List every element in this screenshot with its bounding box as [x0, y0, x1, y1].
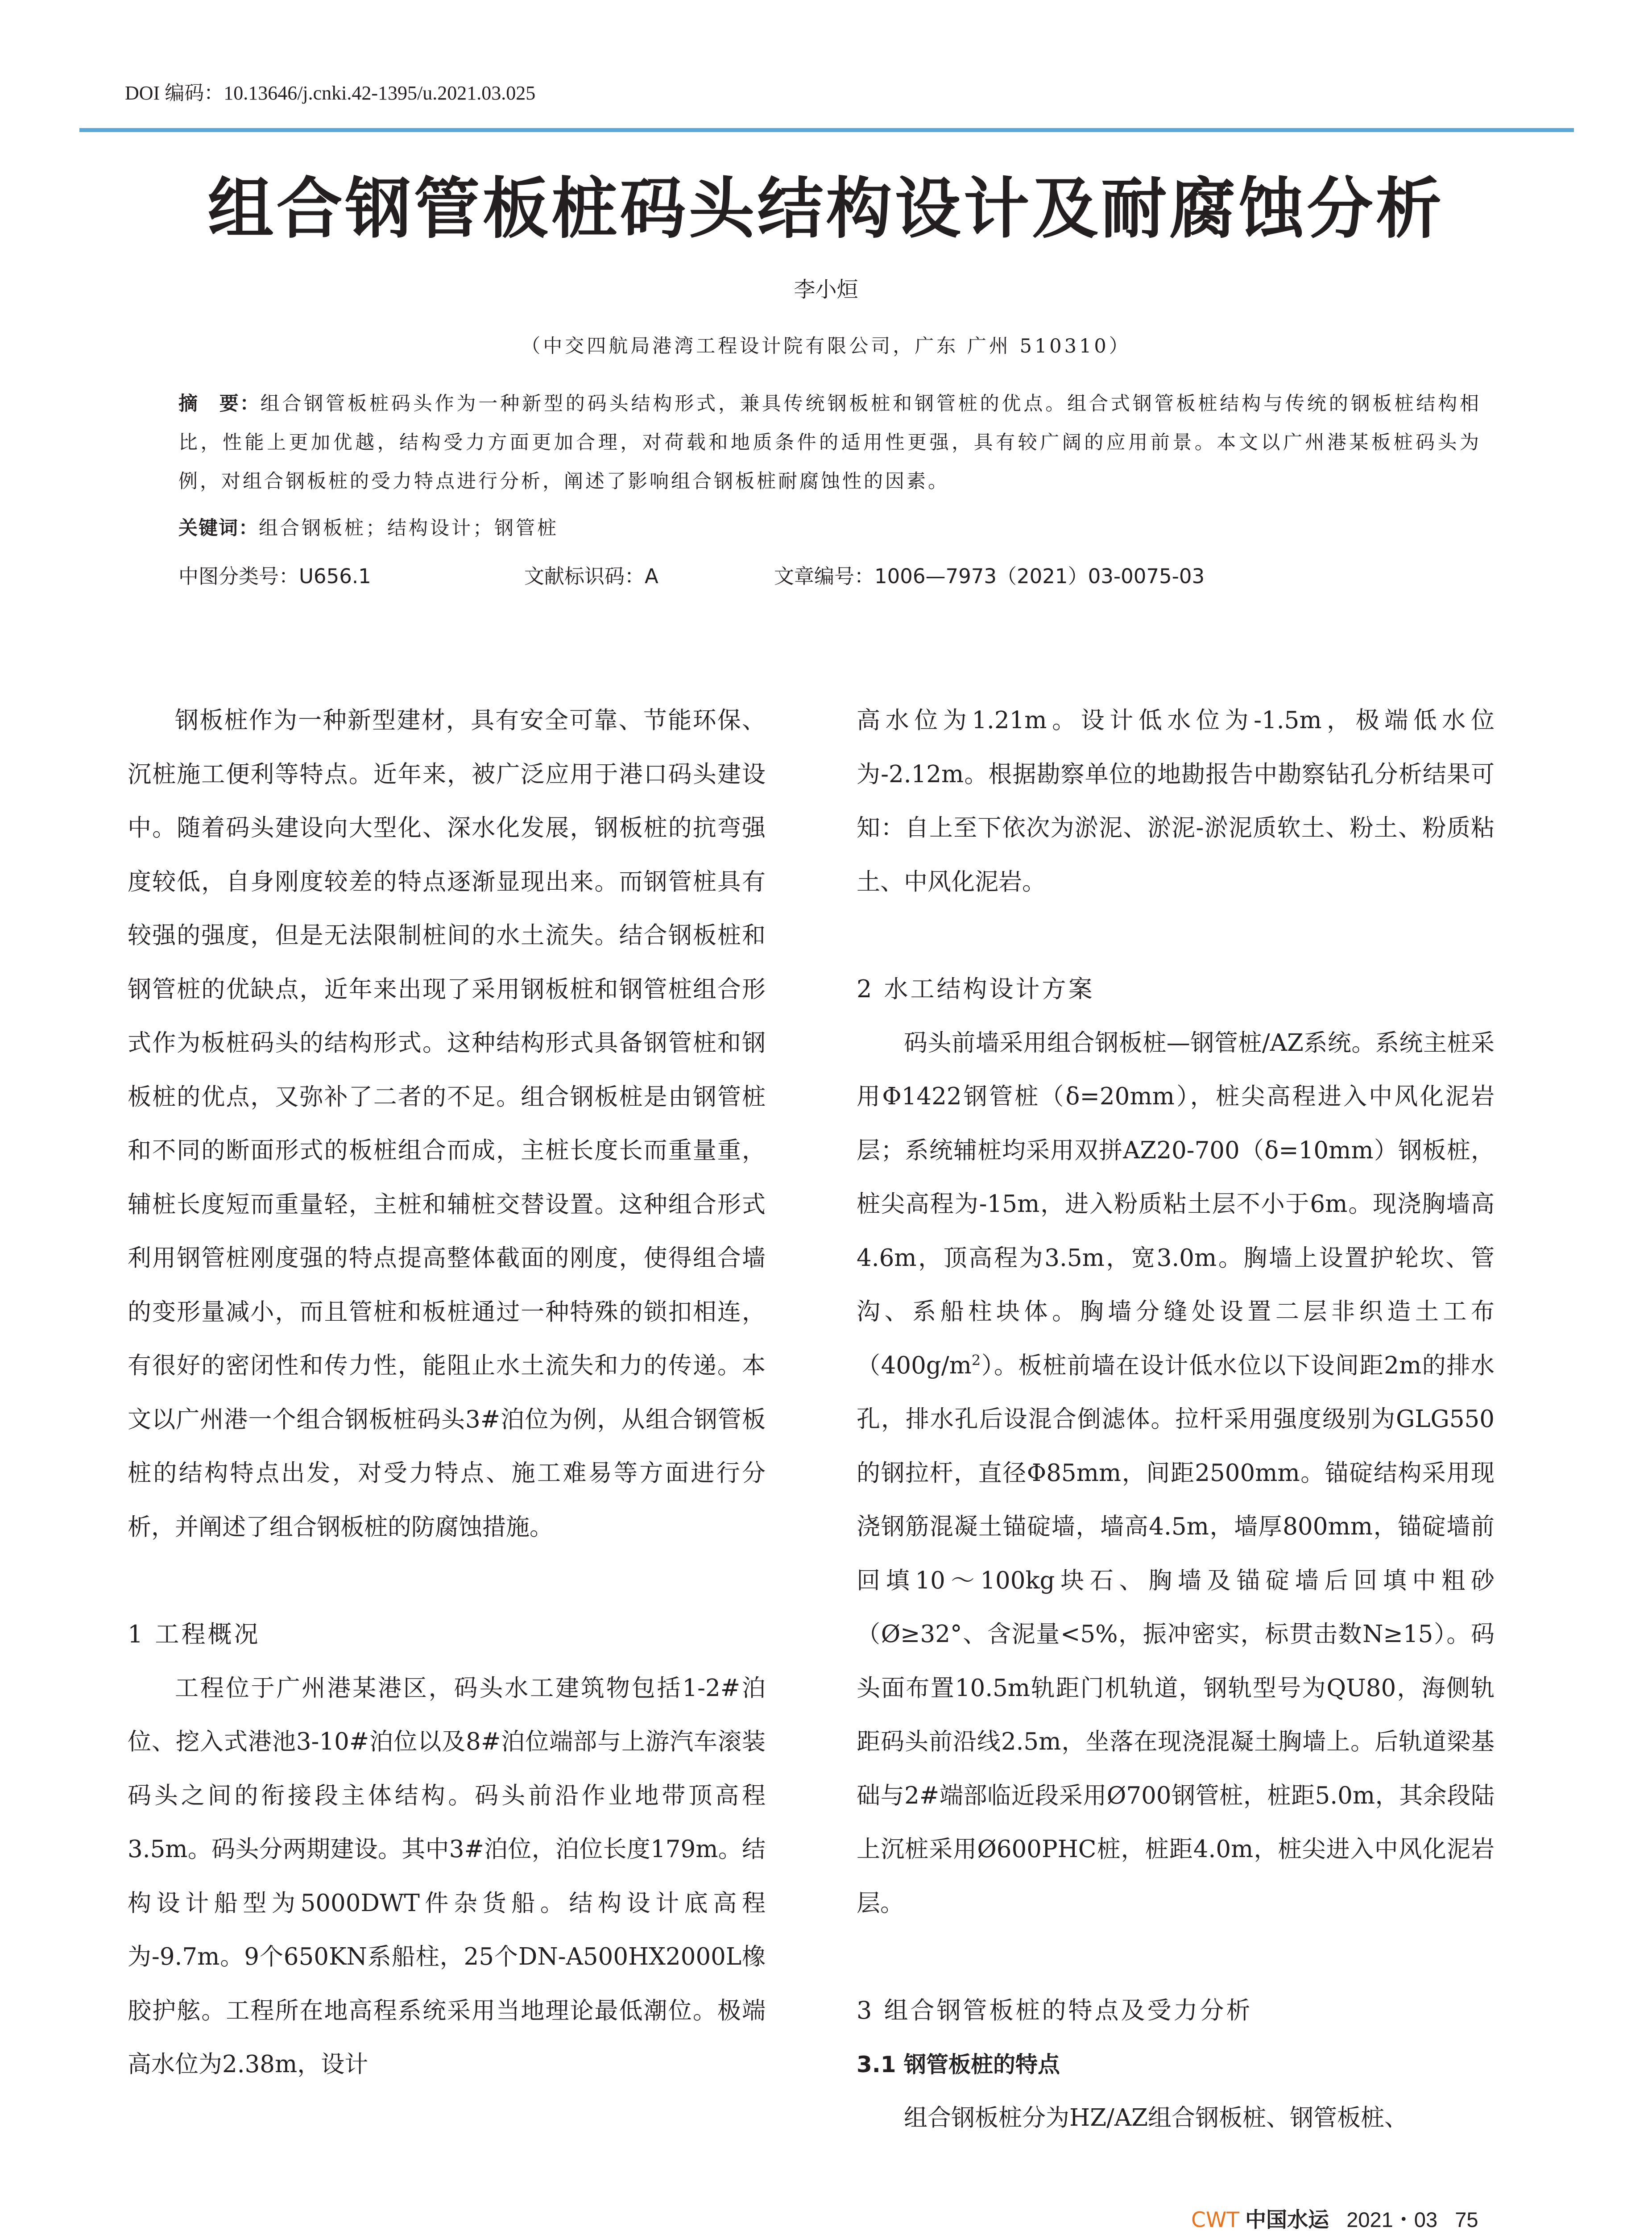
- keywords-text: 组合钢板桩；结构设计；钢管桩: [259, 517, 559, 539]
- author-name: 李小烜: [794, 277, 858, 302]
- section-2-text-a: 码头前墙采用组合钢板桩—钢管桩/AZ系统。系统主桩采用Φ1422钢管桩（δ=20mm），桩尖高程进入中风化泥岩层；系统辅桩均采用双拼AZ20-700（δ=10mm）钢板桩，桩尖高程为-15m，进入粉质粘土层不小于6m。现浇胸墙高4.6m，顶高程为3.5m，宽3.0m。胸墙上设置护轮坎、管沟、系船柱块体。胸墙分缝处设置二层非织造土工布（400g/m: [857, 1029, 1495, 1379]
- section-2-text-b: ）。板桩前墙在设计低水位以下设间距2m的排水孔，排水孔后设混合倒滤体。拉杆采用强度级别为GLG550的钢拉杆，直径Φ85mm，间距2500mm。锚碇结构采用现浇钢筋混凝土锚碇墙，墙高4.5m，墙厚800mm，锚碇墙前回填10～100kg块石、胸墙及锚碇墙后回填中粗砂（Ø≥32°、含泥量<5%，振冲密实，标贯击数N≥15）。码头面布置10.5m轨距门机轨道，钢轨型号为QU80，海侧轨距码头前沿线2.5m，坐落在现浇混凝土胸墙上。后轨道梁基础与2#端部临近段采用Ø700钢管桩，桩距5.0m，其余段陆上沉桩采用Ø600PHC桩，桩距4.0m，桩尖进入中风化泥岩层。: [857, 1352, 1495, 1917]
- section-1-tail: 高水位为1.21m。设计低水位为-1.5m，极端低水位为-2.12m。根据勘察单位的地勘报告中勘察钻孔分析结果可知：自上至下依次为淤泥、淤泥-淤泥质软土、粉土、粉质粘土、中风化泥岩。: [857, 707, 1495, 896]
- keywords: [178, 513, 559, 540]
- article-number: 文章编号：1006—7973（2021）03-0075-03: [774, 564, 1205, 588]
- keywords-label: 关键词：: [178, 517, 259, 539]
- section-3-1-paragraph: 组合钢板桩分为HZ/AZ组合钢板桩、钢管板桩、: [904, 2104, 1408, 2131]
- abstract-label: 摘 要：: [178, 393, 261, 415]
- journal-logo: CWT: [1191, 2208, 1239, 2231]
- intro-paragraph: 钢板桩作为一种新型建材，具有安全可靠、节能环保、沉桩施工便利等特点。近年来，被广泛应用于港口码头建设中。随着码头建设向大型化、深水化发展，钢板桩的抗弯强度较低，自身刚度较差的特点逐渐显现出来。而钢管桩具有较强的强度，但是无法限制桩间的水土流失。结合钢板桩和钢管桩的优缺点，近年来出现了采用钢板桩和钢管桩组合形式作为板桩码头的结构形式。这种结构形式具备钢管桩和钢板桩的优点，又弥补了二者的不足。组合钢板桩是由钢管桩和不同的断面形式的板桩组合而成，主桩长度长而重量重，辅桩长度短而重量轻，主桩和辅桩交替设置。这种组合形式利用钢管桩刚度强的特点提高整体截面的刚度，使得组合墙的变形量减小，而且管桩和板桩通过一种特殊的锁扣相连，有很好的密闭性和传力性，能阻止水土流失和力的传递。本文以广州港一个组合钢板桩码头3#泊位为例，从组合钢管板桩的结构特点出发，对受力特点、施工难易等方面进行分析，并阐述了组合钢板桩的防腐蚀措施。: [128, 707, 766, 1541]
- unit-superscript: 2: [971, 1351, 981, 1368]
- abstract: [178, 385, 1481, 501]
- section-2-paragraph: [857, 1016, 1495, 1931]
- author-affiliation: （中交四航局港湾工程设计院有限公司，广东 广州 510310）: [521, 335, 1131, 357]
- issue-number: 2021・03: [1346, 2208, 1438, 2231]
- section-3-heading: 3 组合钢管板桩的特点及受力分析: [857, 1996, 1253, 2024]
- section-1-paragraph: 工程位于广州港某港区，码头水工建筑物包括1-2#泊位、挖入式港池3-10#泊位以及8#泊位端部与上游汽车滚装码头之间的衔接段主体结构。码头前沿作业地带顶高程3.5m。码头分两期建设。其中3#泊位，泊位长度179m。结构设计船型为5000DWT件杂货船。结构设计底高程为-9.7m。9个650KN系船柱，25个DN-A500HX2000L橡胶护舷。工程所在地高程系统采用当地理论最低潮位。极端高水位为2.38m，设计: [128, 1674, 766, 2078]
- page-number: 75: [1455, 2208, 1478, 2231]
- section-1-heading: 1 工程概况: [128, 1620, 261, 1648]
- header-rule: [79, 128, 1574, 132]
- abstract-text: 组合钢管板桩码头作为一种新型的码头结构形式，兼具传统钢板桩和钢管桩的优点。组合式钢管板桩结构与传统的钢板桩结构相比，性能上更加优越，结构受力方面更加合理，对荷载和地质条件的适用性更强，具有较广阔的应用前景。本文以广州港某板桩码头为例，对组合钢板桩的受力特点进行分析，阐述了影响组合钢板桩耐腐蚀性的因素。: [178, 393, 1482, 493]
- doi-line: DOI 编码：10.13646/j.cnki.42-1395/u.2021.03.025: [125, 82, 536, 104]
- clc-number: 中图分类号：U656.1: [178, 564, 371, 588]
- section-3-1-heading: 3.1 钢管板桩的特点: [857, 2051, 1060, 2078]
- paper-title: 组合钢管板桩码头结构设计及耐腐蚀分析: [207, 170, 1445, 247]
- page-footer: [1191, 2203, 1478, 2231]
- journal-name: 中国水运: [1245, 2208, 1329, 2231]
- right-column-main: [857, 694, 1495, 2145]
- section-2-heading: 2 水工结构设计方案: [857, 975, 1095, 1003]
- document-code: 文献标识码：A: [524, 564, 658, 588]
- left-column: [128, 694, 766, 2088]
